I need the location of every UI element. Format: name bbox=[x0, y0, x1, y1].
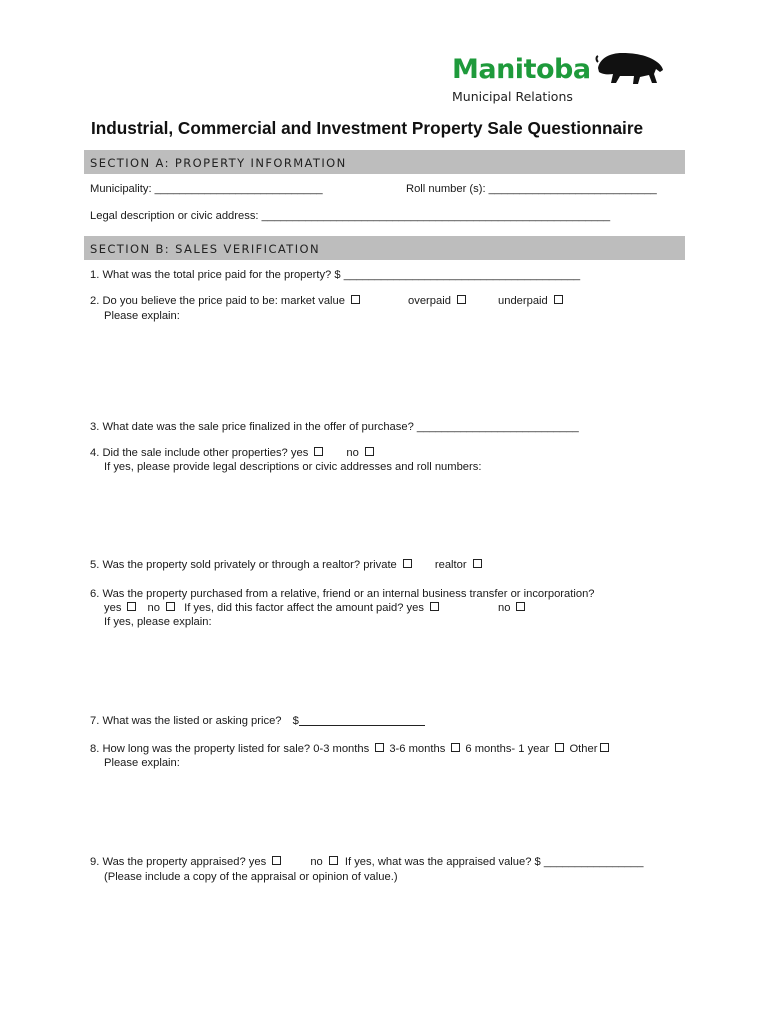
q9-no-label: no bbox=[310, 856, 323, 868]
q6-yes-checkbox[interactable] bbox=[127, 602, 136, 611]
q4-yes-checkbox[interactable] bbox=[314, 447, 323, 456]
legal-description-field[interactable]: Legal description or civic address: ________________________________________________________ bbox=[90, 210, 611, 222]
question-8 bbox=[90, 742, 609, 756]
overpaid-label: overpaid bbox=[408, 295, 451, 307]
question-9 bbox=[90, 855, 643, 869]
section-b-header bbox=[84, 236, 685, 260]
q6-followup: If yes, did this factor affect the amount paid? yes bbox=[184, 602, 424, 614]
question-4 bbox=[90, 446, 374, 460]
q8-6-1-checkbox[interactable] bbox=[555, 743, 564, 752]
question-9-text: 9. Was the property appraised? yes bbox=[90, 856, 267, 868]
underpaid-label: underpaid bbox=[498, 295, 548, 307]
underpaid-checkbox[interactable] bbox=[554, 295, 563, 304]
logo-wordmark: Manitoba bbox=[452, 54, 591, 85]
q9-no-checkbox[interactable] bbox=[329, 856, 338, 865]
asking-price-field[interactable] bbox=[299, 714, 425, 726]
question-4-followup: If yes, please provide legal descriptions or civic addresses and roll numbers: bbox=[104, 461, 482, 473]
question-8-text: 8. How long was the property listed for sale? 0-3 months bbox=[90, 743, 370, 755]
realtor-label: realtor bbox=[434, 559, 467, 571]
question-8-explain: Please explain: bbox=[104, 757, 180, 769]
q6-yes-label: yes bbox=[104, 602, 122, 614]
question-6: 6. Was the property purchased from a relative, friend or an internal business transfer or incorporation? bbox=[90, 588, 595, 600]
page-title: Industrial, Commercial and Investment Property Sale Questionnaire bbox=[91, 118, 644, 138]
question-5 bbox=[90, 558, 482, 572]
q4-no-checkbox[interactable] bbox=[365, 447, 374, 456]
section-a-header bbox=[84, 150, 685, 174]
question-6-no2 bbox=[498, 601, 525, 615]
q6-no-checkbox[interactable] bbox=[166, 602, 175, 611]
q8-3-6-checkbox[interactable] bbox=[451, 743, 460, 752]
question-4-text: 4. Did the sale include other properties? yes bbox=[90, 447, 309, 459]
q4-no-label: no bbox=[346, 447, 359, 459]
logo-subtitle: Municipal Relations bbox=[452, 89, 573, 104]
question-2 bbox=[90, 294, 360, 308]
question-2-explain: Please explain: bbox=[104, 310, 180, 322]
q7-dollar-sign: $ bbox=[292, 715, 299, 727]
question-7 bbox=[90, 714, 425, 728]
section-b-label: SECTION B: SALES VERIFICATION bbox=[90, 242, 320, 256]
roll-number-field[interactable]: Roll number (s): ___________________________ bbox=[406, 183, 657, 195]
private-checkbox[interactable] bbox=[403, 559, 412, 568]
q9-followup[interactable]: If yes, what was the appraised value? $ ________________ bbox=[344, 856, 644, 868]
question-5-text: 5. Was the property sold privately or through a realtor? private bbox=[90, 559, 397, 571]
q8-6-1-label: 6 months- 1 year bbox=[465, 743, 550, 755]
question-2-underpaid bbox=[498, 294, 563, 308]
q9-yes-checkbox[interactable] bbox=[272, 856, 281, 865]
q6-affect-yes-checkbox[interactable] bbox=[430, 602, 439, 611]
municipality-field[interactable]: Municipality: ___________________________ bbox=[90, 183, 323, 195]
question-6-explain: If yes, please explain: bbox=[104, 616, 212, 628]
section-a-label: SECTION A: PROPERTY INFORMATION bbox=[90, 156, 347, 170]
overpaid-checkbox[interactable] bbox=[457, 295, 466, 304]
bison-icon bbox=[594, 50, 666, 86]
question-2-overpaid bbox=[408, 294, 466, 308]
market-value-checkbox[interactable] bbox=[351, 295, 360, 304]
question-1[interactable]: 1. What was the total price paid for the property? $ ______________________________________ bbox=[90, 269, 581, 281]
question-6-options bbox=[104, 601, 439, 615]
q6-no-label: no bbox=[147, 602, 160, 614]
q8-3-6-label: 3-6 months bbox=[389, 743, 446, 755]
question-9-note: (Please include a copy of the appraisal or opinion of value.) bbox=[104, 871, 398, 883]
question-2-text: 2. Do you believe the price paid to be: market value bbox=[90, 295, 345, 307]
q8-0-3-checkbox[interactable] bbox=[375, 743, 384, 752]
question-3[interactable]: 3. What date was the sale price finalized in the offer of purchase? __________________________ bbox=[90, 421, 579, 433]
manitoba-logo bbox=[452, 50, 667, 108]
q8-other-checkbox[interactable] bbox=[600, 743, 609, 752]
realtor-checkbox[interactable] bbox=[473, 559, 482, 568]
question-7-text: 7. What was the listed or asking price? bbox=[90, 715, 282, 727]
q6-affect-no-checkbox[interactable] bbox=[516, 602, 525, 611]
q6-affect-no-label: no bbox=[498, 602, 511, 614]
q8-other-label: Other bbox=[569, 743, 598, 755]
